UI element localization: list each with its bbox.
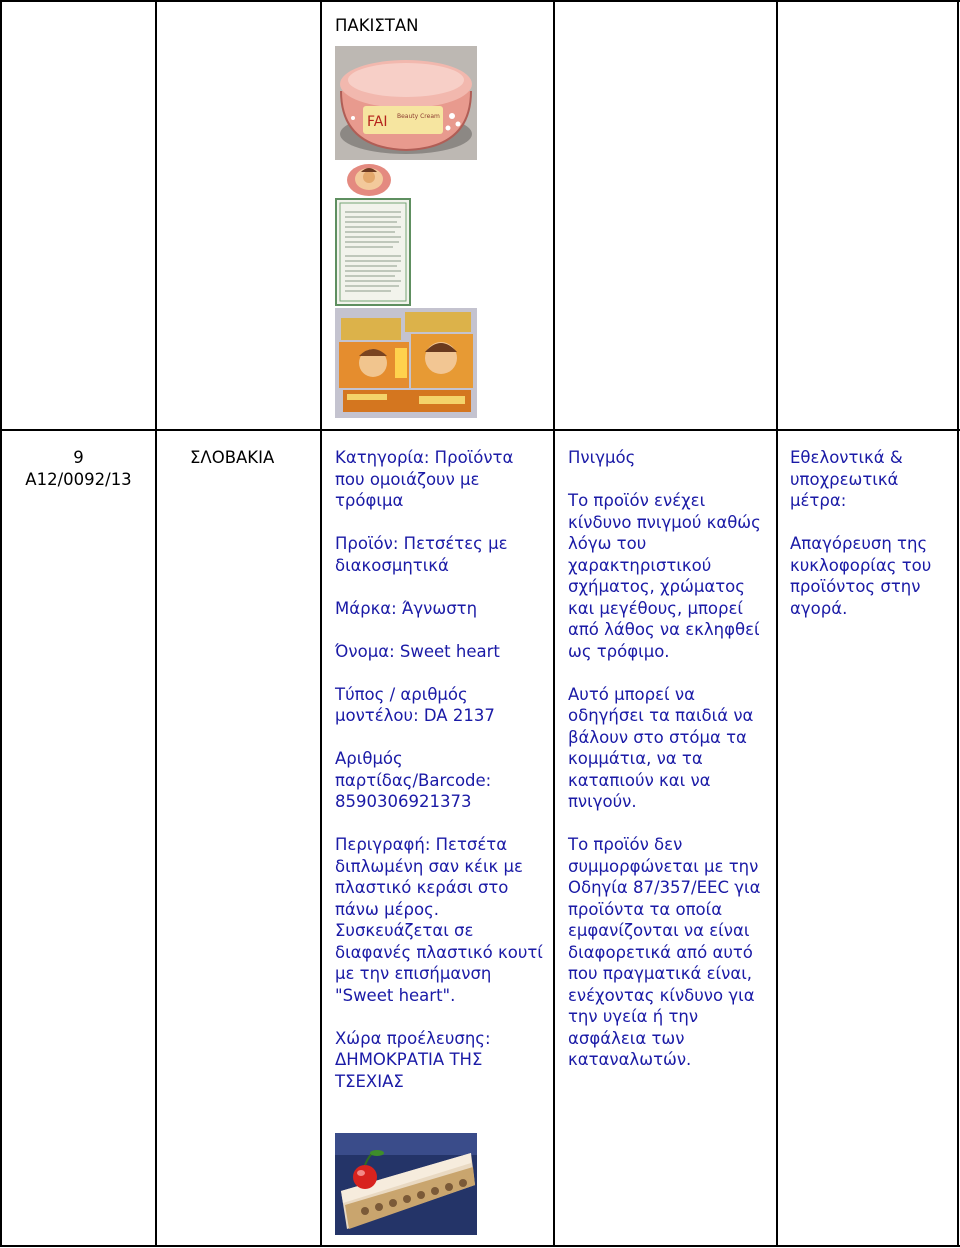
row1-country: ΠΑΚΙΣΤΑΝ (335, 16, 419, 35)
row-divider (0, 429, 960, 431)
product-barcode: Αριθμός παρτίδας/Barcode: 8590306921373 (335, 749, 492, 811)
entry-number-value: 9 (73, 448, 84, 467)
risk-description: Το προϊόν ενέχει κίνδυνο πνιγμού καθώς λόγω του χαρακτηριστικού σχήματος, χρώματος και μεγέθους, μπορεί από λάθος να εκληφθεί ως τρόφιμο. (568, 491, 761, 661)
product-origin: Χώρα προέλευσης: ΔΗΜΟΚΡΑΤΙΑ ΤΗΣ ΤΣΕΧΙΑΣ (335, 1028, 491, 1091)
col-divider-4 (776, 0, 778, 1247)
risk-consequence: Αυτό μπορεί να οδηγήσει τα παιδιά να βάλουν στο στόμα τα κομμάτια, να τα καταπιούν και να πνιγούν. (568, 684, 754, 811)
border-left (0, 0, 2, 1247)
measures-text: Απαγόρευση της κυκλοφορίας του προϊόντος στην αγορά. (790, 534, 932, 618)
svg-text:Beauty Cream: Beauty Cream (397, 113, 440, 120)
measures-heading: Εθελοντικά & υποχρεωτικά μέτρα: (790, 448, 903, 510)
product-category: Κατηγορία: Προϊόντα που ομοιάζουν με τρόφιμα (335, 448, 514, 510)
packaging-boxes-image (335, 308, 477, 418)
product-type: Προϊόν: Πετσέτες με διακοσμητικά (335, 534, 508, 575)
entry-reference: A12/0092/13 (25, 469, 132, 489)
product-model: Τύπος / αριθμός μοντέλου: DA 2137 (335, 684, 495, 725)
measures-details (790, 447, 950, 619)
border-top (0, 0, 960, 2)
product-details (335, 447, 547, 1092)
border-right (957, 0, 959, 1247)
col-divider-3 (553, 0, 555, 1247)
jar-product-image (335, 46, 477, 160)
notifying-country: ΣΛΟΒΑΚΙΑ (190, 448, 275, 467)
small-jar-image (345, 162, 393, 198)
svg-text:FAI: FAI (367, 114, 388, 130)
risk-details (568, 447, 768, 1071)
col-divider-2 (320, 0, 322, 1247)
product-name: Όνομα: Sweet heart (335, 641, 500, 661)
entry-number (0, 447, 157, 490)
cake-towel-image (335, 1133, 477, 1235)
border-bottom (0, 1245, 960, 1247)
leaflet-image (335, 198, 411, 306)
product-description: Περιγραφή: Πετσέτα διπλωμένη σαν κέικ με πλαστικό κεράσι στο πάνω μέρος. Συσκευάζεται σε διαφανές πλαστικό κουτί με την επισήμανση "Sweet heart". (335, 835, 543, 1005)
product-brand: Μάρκα: Άγνωστη (335, 598, 478, 618)
risk-directive: Το προϊόν δεν συμμορφώνεται με την Οδηγία 87/357/EEC για προϊόντα τα οποία εμφανίζονται να είναι διαφορετικά από αυτό που πραγματικά είναι, ενέχοντας κίνδυνο για την υγεία ή την ασφάλεια των καταναλωτών. (568, 835, 761, 1069)
risk-type: Πνιγμός (568, 448, 636, 467)
col-divider-1 (155, 0, 157, 1247)
